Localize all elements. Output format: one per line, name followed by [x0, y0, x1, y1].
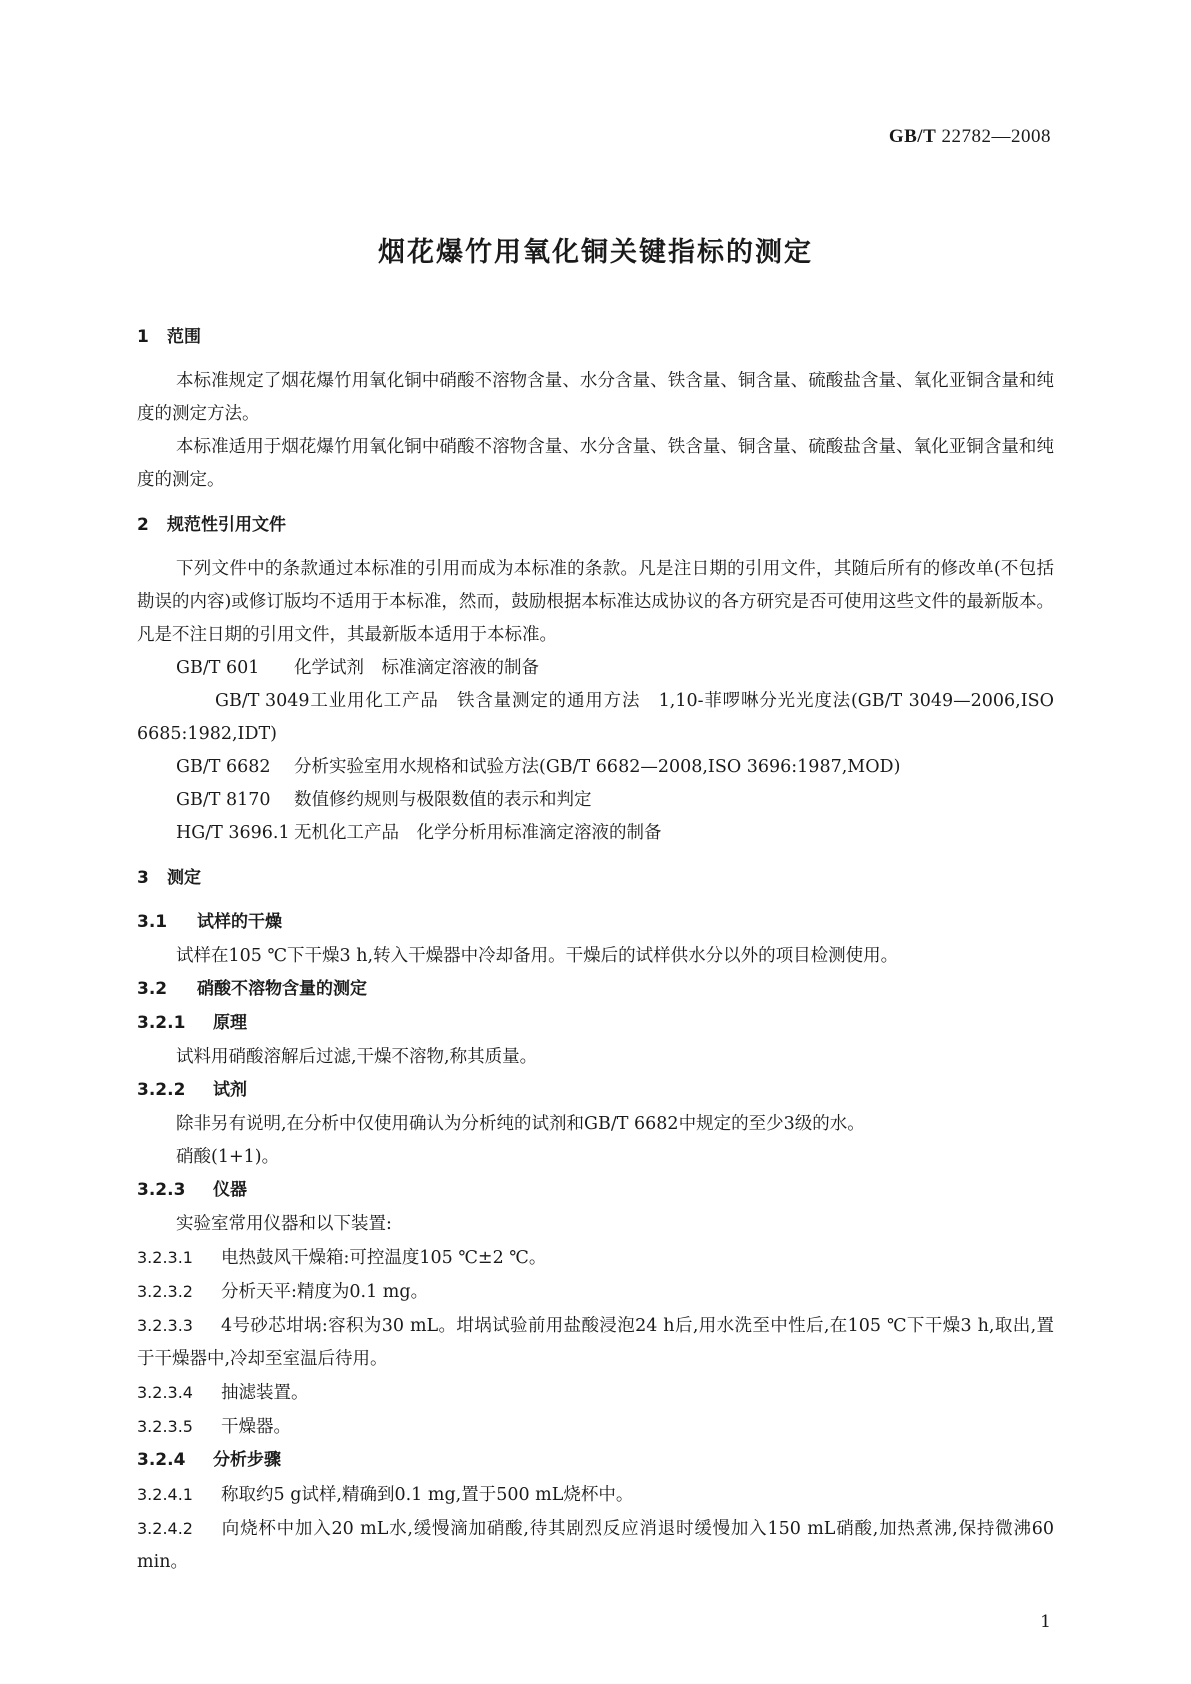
apparatus-item: 3.2.3.1 电热鼓风干燥箱:可控温度105 ℃±2 ℃。 — [137, 1248, 547, 1268]
section-heading-3: 3 测定 — [137, 868, 201, 888]
subsection-3-2-2-text: 除非另有说明,在分析中仅使用确认为分析纯的试剂和GB/T 6682中规定的至少3级的水。 — [176, 1114, 865, 1134]
subsection-3-2-2-reagent: 硝酸(1+1)。 — [176, 1147, 280, 1167]
apparatus-item: 3.2.3.4 抽滤装置。 — [137, 1383, 309, 1403]
reference-item: HG/T 3696.1 无机化工产品 化学分析用标准滴定溶液的制备 — [176, 823, 662, 843]
section-1-paragraph-2: 本标准适用于烟花爆竹用氧化铜中硝酸不溶物含量、水分含量、铁含量、铜含量、硫酸盐含量、氧化亚铜含量和纯度的测定。 — [137, 437, 1054, 490]
subsection-3-1-text: 试样在105 ℃下干燥3 h,转入干燥器中冷却备用。干燥后的试样供水分以外的项目检测使用。 — [176, 946, 899, 966]
document-body — [137, 327, 1054, 1579]
document-title: 烟花爆竹用氧化铜关键指标的测定 — [378, 237, 813, 268]
reference-item: GB/T 8170 数值修约规则与极限数值的表示和判定 — [176, 790, 592, 810]
subsection-heading-3-2: 3.2 硝酸不溶物含量的测定 — [137, 979, 367, 999]
subsection-heading-3-2-1: 3.2.1 原理 — [137, 1013, 247, 1033]
subsection-heading-3-1: 3.1 试样的干燥 — [137, 912, 282, 932]
page-number: 1 — [1040, 1612, 1051, 1632]
reference-item: GB/T 3049工业用化工产品 铁含量测定的通用方法 1,10-菲啰啉分光光度法(GB/T 3049—2006,ISO 6685:1982,IDT) — [137, 691, 1054, 744]
section-2-paragraph: 下列文件中的条款通过本标准的引用而成为本标准的条款。凡是注日期的引用文件，其随后所有的修改单(不包括勘误的内容)或修订版均不适用于本标准，然而，鼓励根据本标准达成协议的各方研究是否可使用这些文件的最新版本。凡是不注日期的引用文件，其最新版本适用于本标准。 — [137, 559, 1054, 645]
procedure-step: 3.2.4.1 称取约5 g试样,精确到0.1 mg,置于500 mL烧杯中。 — [137, 1485, 634, 1505]
procedure-step: 3.2.4.2 向烧杯中加入20 mL水,缓慢滴加硝酸,待其剧烈反应消退时缓慢加入150 mL硝酸,加热煮沸,保持微沸60 min。 — [137, 1519, 1054, 1572]
apparatus-item: 3.2.3.2 分析天平:精度为0.1 mg。 — [137, 1282, 429, 1302]
reference-item: GB/T 6682 分析实验室用水规格和试验方法(GB/T 6682—2008,ISO 3696:1987,MOD) — [176, 757, 901, 777]
standard-code — [889, 126, 1051, 148]
subsection-heading-3-2-2: 3.2.2 试剂 — [137, 1080, 247, 1100]
section-1-paragraph-1: 本标准规定了烟花爆竹用氧化铜中硝酸不溶物含量、水分含量、铁含量、铜含量、硫酸盐含量、氧化亚铜含量和纯度的测定方法。 — [137, 371, 1054, 424]
standard-code-prefix: GB/T — [888, 126, 937, 147]
section-heading-1: 1 范围 — [137, 327, 201, 347]
subsection-3-2-3-text: 实验室常用仪器和以下装置: — [176, 1214, 392, 1234]
apparatus-item: 3.2.3.5 干燥器。 — [137, 1417, 291, 1437]
standard-code-number: 22782—2008 — [941, 126, 1051, 147]
reference-item: GB/T 601 化学试剂 标准滴定溶液的制备 — [176, 658, 539, 678]
section-heading-2: 2 规范性引用文件 — [137, 515, 286, 535]
apparatus-item: 3.2.3.3 4号砂芯坩埚:容积为30 mL。坩埚试验前用盐酸浸泡24 h后,用水洗至中性后,在105 ℃下干燥3 h,取出,置于干燥器中,冷却至室温后待用。 — [137, 1316, 1054, 1369]
subsection-heading-3-2-4: 3.2.4 分析步骤 — [137, 1450, 281, 1470]
subsection-heading-3-2-3: 3.2.3 仪器 — [137, 1180, 247, 1200]
subsection-3-2-1-text: 试料用硝酸溶解后过滤,干燥不溶物,称其质量。 — [176, 1047, 538, 1067]
